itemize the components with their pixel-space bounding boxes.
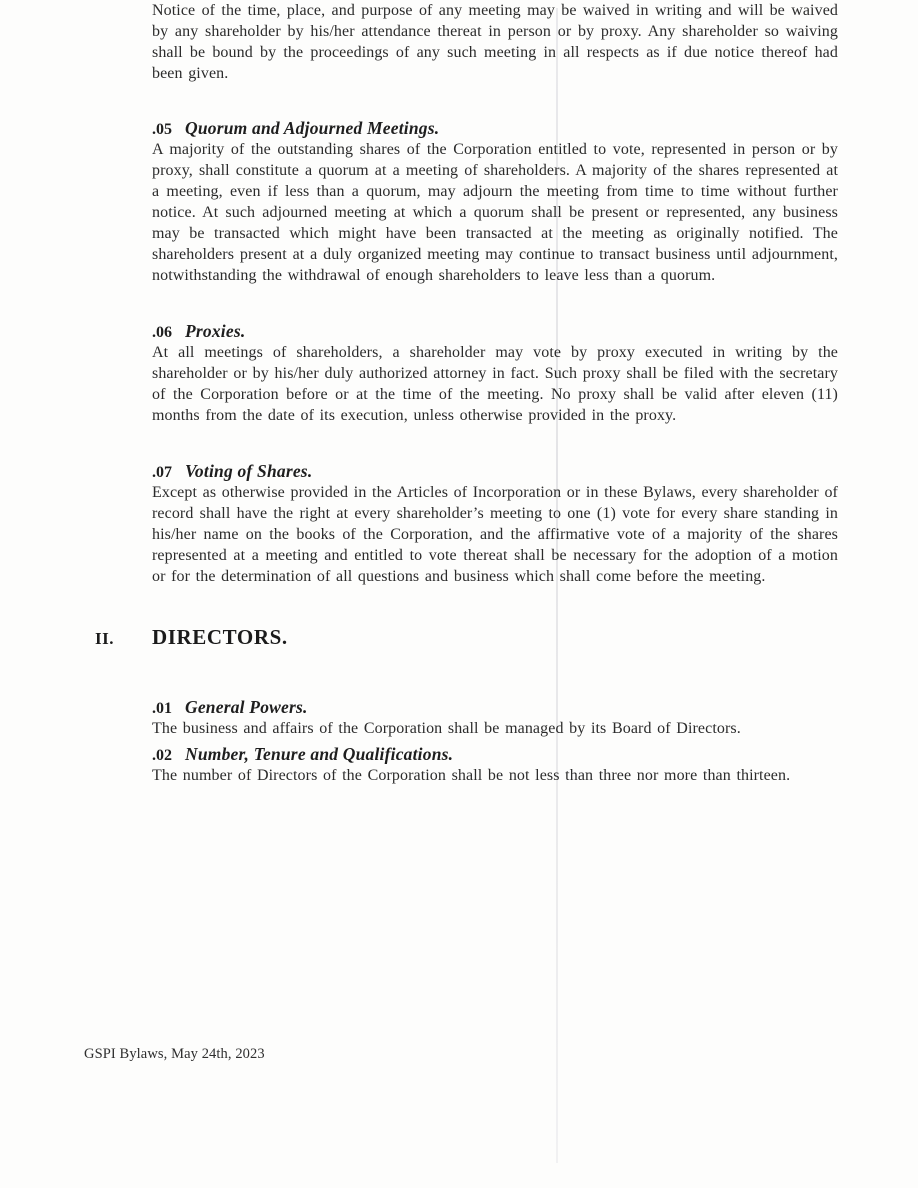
- section-number: .07: [152, 464, 172, 481]
- section-body: The business and affairs of the Corporation shall be managed by its Board of Directors.: [152, 720, 741, 737]
- section-heading: [152, 744, 838, 765]
- notice-waiver-paragraph: Notice of the time, place, and purpose of any meeting may be waived in writing and will be waived by any shareholder by his/her attendance thereat in person or by proxy. Any shareholder so waiving shall be bound by the proceedings of any such meeting in all respects as if due notice thereof had been given.: [152, 2, 838, 82]
- section-number: .02: [152, 747, 172, 764]
- subsection-general-powers: [152, 697, 838, 739]
- section-heading: [152, 118, 838, 139]
- article-directors-heading: [95, 625, 838, 650]
- document-footer: GSPI Bylaws, May 24th, 2023: [84, 1046, 265, 1062]
- section-body: A majority of the outstanding shares of the Corporation entitled to vote, represented in person or by proxy, shall constitute a quorum at a meeting of shareholders. A majority of the shares represented at a meeting, even if less than a quorum, may adjourn the meeting from time to time without further notice. At such adjourned meeting at which a quorum shall be present or represented, any business may be transacted which might have been transacted at the meeting as originally notified. The shareholders present at a duly organized meeting may continue to transact business until adjournment, notwithstanding the withdrawal of enough shareholders to leave less than a quorum.: [152, 141, 838, 284]
- section-voting-of-shares: [152, 461, 838, 587]
- section-heading: [152, 321, 838, 342]
- section-title: General Powers.: [185, 697, 308, 717]
- section-title: Number, Tenure and Qualifications.: [185, 744, 454, 764]
- section-body: The number of Directors of the Corporation shall be not less than three nor more than thirteen.: [152, 767, 791, 784]
- subsection-number-tenure-qualifications: [152, 744, 838, 786]
- section-title: Quorum and Adjourned Meetings.: [185, 118, 440, 138]
- section-quorum-and-adjourned-meetings: [152, 118, 838, 286]
- article-numeral: II.: [95, 629, 114, 648]
- article-title: DIRECTORS.: [152, 625, 288, 649]
- section-body: Except as otherwise provided in the Articles of Incorporation or in these Bylaws, every shareholder of record shall have the right at every shareholder’s meeting to one (1) vote for every share standing in his/her name on the books of the Corporation, and the affirmative vote of a majority of the shares represented at a meeting and entitled to vote thereat shall be necessary for the adoption of a motion or for the determination of all questions and business which shall come before the meeting.: [152, 484, 838, 585]
- section-number: .05: [152, 121, 172, 138]
- section-title: Proxies.: [185, 321, 246, 341]
- document-content: [95, 0, 838, 786]
- section-heading: [152, 697, 838, 718]
- section-title: Voting of Shares.: [185, 461, 313, 481]
- section-proxies: [152, 321, 838, 426]
- section-number: .01: [152, 700, 172, 717]
- section-body: At all meetings of shareholders, a shareholder may vote by proxy executed in writing by the shareholder or by his/her duly authorized attorney in fact. Such proxy shall be filed with the secretary of the Corporation before or at the time of the meeting. No proxy shall be valid after eleven (11) months from the date of its execution, unless otherwise provided in the proxy.: [152, 344, 838, 424]
- section-number: .06: [152, 324, 172, 341]
- section-heading: [152, 461, 838, 482]
